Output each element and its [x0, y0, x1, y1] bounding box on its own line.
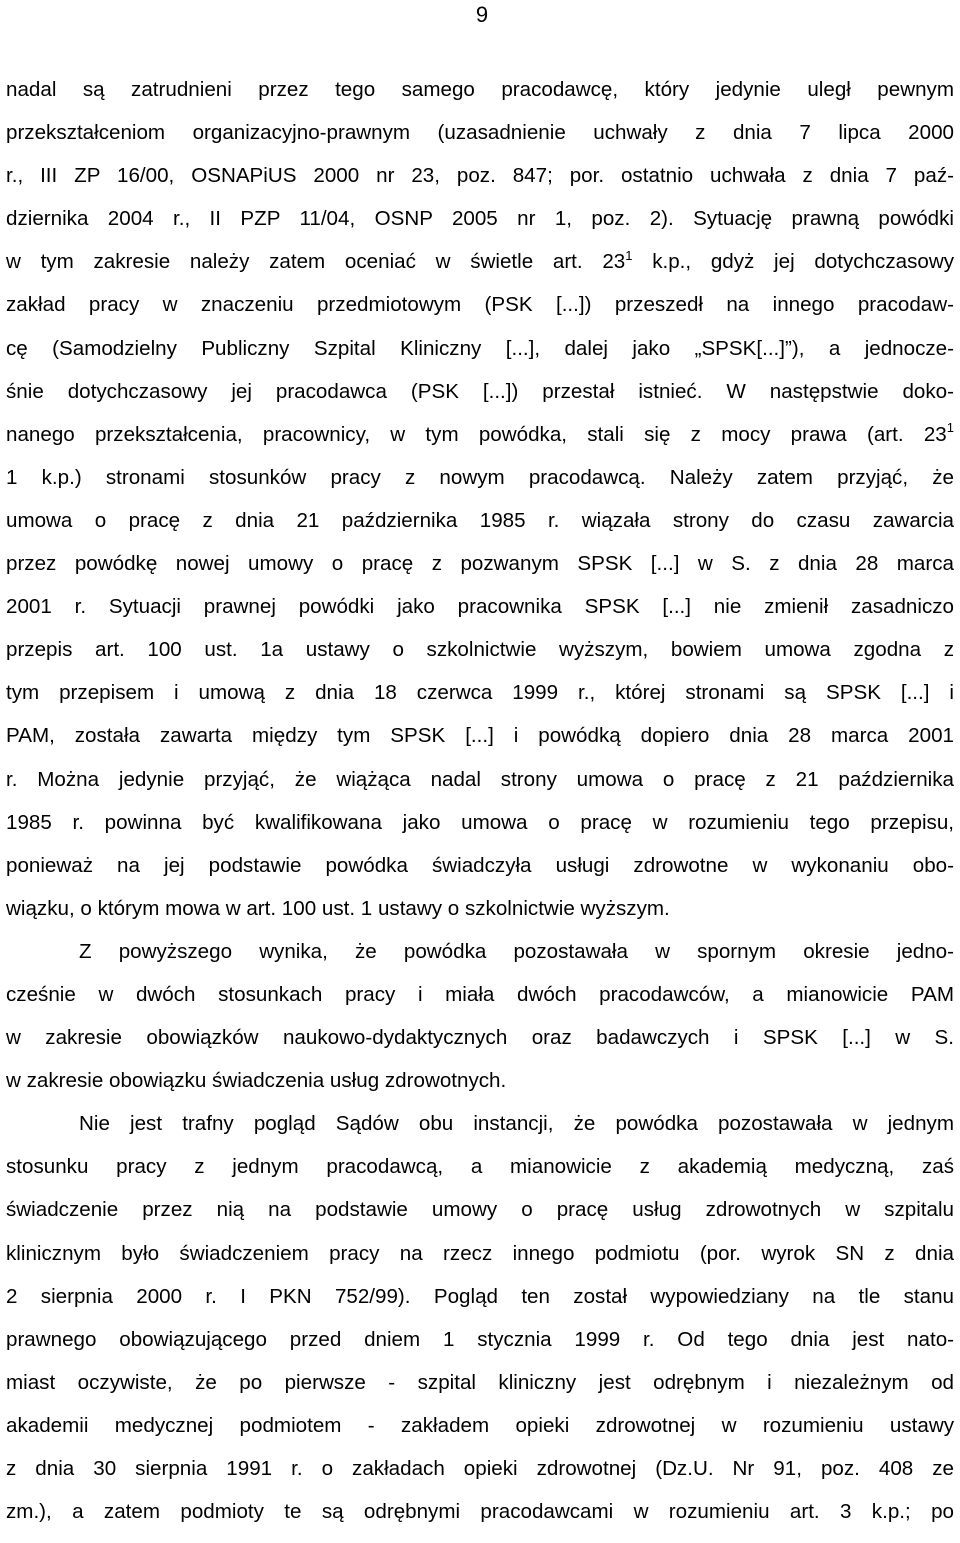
text-line-content: przepis art. 100 ust. 1a ustawy o szkolnictwie wyższym, bowiem umowa zgodna z	[6, 638, 954, 662]
text-line-content: stosunku pracy z jednym pracodawcą, a mianowicie z akademią medyczną, zaś	[6, 1155, 954, 1179]
text-line-content: ponieważ na jej podstawie powódka świadczyła usługi zdrowotne w wykonaniu obo-	[6, 853, 954, 877]
text-line	[6, 1490, 954, 1533]
page-number: 9	[475, 2, 489, 27]
text-line	[6, 542, 954, 585]
text-line	[6, 1275, 954, 1318]
text-line	[6, 887, 954, 930]
text-line-content: w zakresie obowiązków naukowo-dydaktycznych oraz badawczych i SPSK [...] w S.	[6, 1026, 954, 1050]
text-line	[6, 1145, 954, 1188]
text-line	[6, 714, 954, 757]
text-line	[6, 1232, 954, 1275]
text-line	[6, 327, 954, 370]
text-line	[6, 240, 954, 283]
text-line	[6, 671, 954, 714]
text-line	[6, 456, 954, 499]
text-line	[6, 930, 954, 973]
text-line-content: prawnego obowiązującego przed dniem 1 stycznia 1999 r. Od tego dnia jest nato-	[6, 1327, 954, 1351]
text-line	[6, 1016, 954, 1059]
text-line-content: w zakresie obowiązku świadczenia usług zdrowotnych.	[6, 1069, 507, 1093]
text-line	[6, 111, 954, 154]
text-line	[6, 758, 954, 801]
text-line-content: klinicznym było świadczeniem pracy na rzecz innego podmiotu (por. wyrok SN z dnia	[6, 1241, 954, 1265]
text-line-content: r., III ZP 16/00, OSNAPiUS 2000 nr 23, poz. 847; por. ostatnio uchwała z dnia 7 paź-	[6, 164, 954, 188]
text-line-content: w tym zakresie należy zatem oceniać w świetle art. 23	[6, 250, 626, 274]
text-line	[6, 413, 954, 456]
document-body	[6, 68, 954, 1533]
text-line-content: przekształceniom organizacyjno-prawnym (uzasadnienie uchwały z dnia 7 lipca 2000	[6, 121, 954, 145]
superscript: 1	[946, 419, 954, 435]
text-line	[6, 68, 954, 111]
text-line-content: miast oczywiste, że po pierwsze - szpital kliniczny jest odrębnym i niezależnym od	[6, 1370, 954, 1394]
text-line-content: dziernika 2004 r., II PZP 11/04, OSNP 2005 nr 1, poz. 2). Sytuację prawną powódki	[6, 207, 954, 231]
text-line	[6, 1361, 954, 1404]
text-line-content: świadczenie przez nią na podstawie umowy o pracę usług zdrowotnych w szpitalu	[6, 1198, 954, 1222]
text-line-content: r. Można jedynie przyjąć, że wiążąca nadal strony umowa o pracę z 21 października	[6, 767, 954, 791]
text-line	[6, 1059, 954, 1102]
text-line	[6, 844, 954, 887]
text-line-content: akademii medycznej podmiotem - zakładem opieki zdrowotnej w rozumieniu ustawy	[6, 1413, 954, 1437]
text-line	[6, 1102, 954, 1145]
text-line	[6, 499, 954, 542]
text-line-content: przez powódkę nowej umowy o pracę z pozwanym SPSK [...] w S. z dnia 28 marca	[6, 552, 954, 576]
text-line-content: nadal są zatrudnieni przez tego samego pracodawcę, który jedynie uległ pewnym	[6, 78, 954, 101]
text-line-content: 2 sierpnia 2000 r. I PKN 752/99). Pogląd ten został wypowiedziany na tle stanu	[6, 1284, 954, 1308]
superscript: 1	[625, 247, 633, 263]
text-line-content: PAM, została zawarta między tym SPSK [...] i powódką dopiero dnia 28 marca 2001	[6, 724, 954, 748]
text-line-content: 1 k.p.) stronami stosunków pracy z nowym pracodawcą. Należy zatem przyjąć, że	[6, 465, 954, 489]
text-line	[6, 197, 954, 240]
text-line-content: umowa o pracę z dnia 21 października 1985 r. wiązała strony do czasu zawarcia	[6, 508, 954, 532]
text-line	[6, 585, 954, 628]
text-line	[6, 1188, 954, 1231]
text-line-content: wiązku, o którym mowa w art. 100 ust. 1 ustawy o szkolnictwie wyższym.	[6, 896, 670, 920]
text-line-content: tym przepisem i umową z dnia 18 czerwca 1999 r., której stronami są SPSK [...] i	[6, 681, 954, 705]
text-line	[6, 1404, 954, 1447]
text-line	[6, 154, 954, 197]
text-line-continuation: k.p., gdyż jej dotychczasowy	[632, 250, 954, 274]
text-line-content: 2001 r. Sytuacji prawnej powódki jako pracownika SPSK [...] nie zmienił zasadniczo	[6, 595, 954, 619]
text-line	[6, 1318, 954, 1361]
text-line-content: cześnie w dwóch stosunkach pracy i miała dwóch pracodawców, a mianowicie PAM	[6, 982, 954, 1006]
text-line	[6, 370, 954, 413]
text-line	[6, 973, 954, 1016]
text-line-content: Z powyższego wynika, że powódka pozostawała w spornym okresie jedno-	[79, 939, 954, 963]
text-line	[6, 1447, 954, 1490]
text-line-content: nanego przekształcenia, pracownicy, w tym powódka, stali się z mocy prawa (art. 23	[6, 422, 947, 446]
text-line-content: śnie dotychczasowy jej pracodawca (PSK [...]) przestał istnieć. W następstwie doko-	[6, 379, 954, 403]
text-line	[6, 628, 954, 671]
text-line	[6, 283, 954, 326]
text-line-content: Nie jest trafny pogląd Sądów obu instancji, że powódka pozostawała w jednym	[79, 1112, 954, 1136]
text-line-content: zakład pracy w znaczeniu przedmiotowym (PSK [...]) przeszedł na innego pracodaw-	[6, 293, 954, 317]
text-line-content: z dnia 30 sierpnia 1991 r. o zakładach opieki zdrowotnej (Dz.U. Nr 91, poz. 408 ze	[6, 1457, 954, 1480]
text-line-content: 1985 r. powinna być kwalifikowana jako umowa o pracę w rozumieniu tego przepisu,	[6, 810, 954, 834]
text-line	[6, 801, 954, 844]
text-line-content: cę (Samodzielny Publiczny Szpital Kliniczny [...], dalej jako „SPSK[...]”), a jednocze-	[6, 336, 954, 360]
text-line-content: zm.), a zatem podmioty te są odrębnymi pracodawcami w rozumieniu art. 3 k.p.; po	[6, 1500, 954, 1524]
